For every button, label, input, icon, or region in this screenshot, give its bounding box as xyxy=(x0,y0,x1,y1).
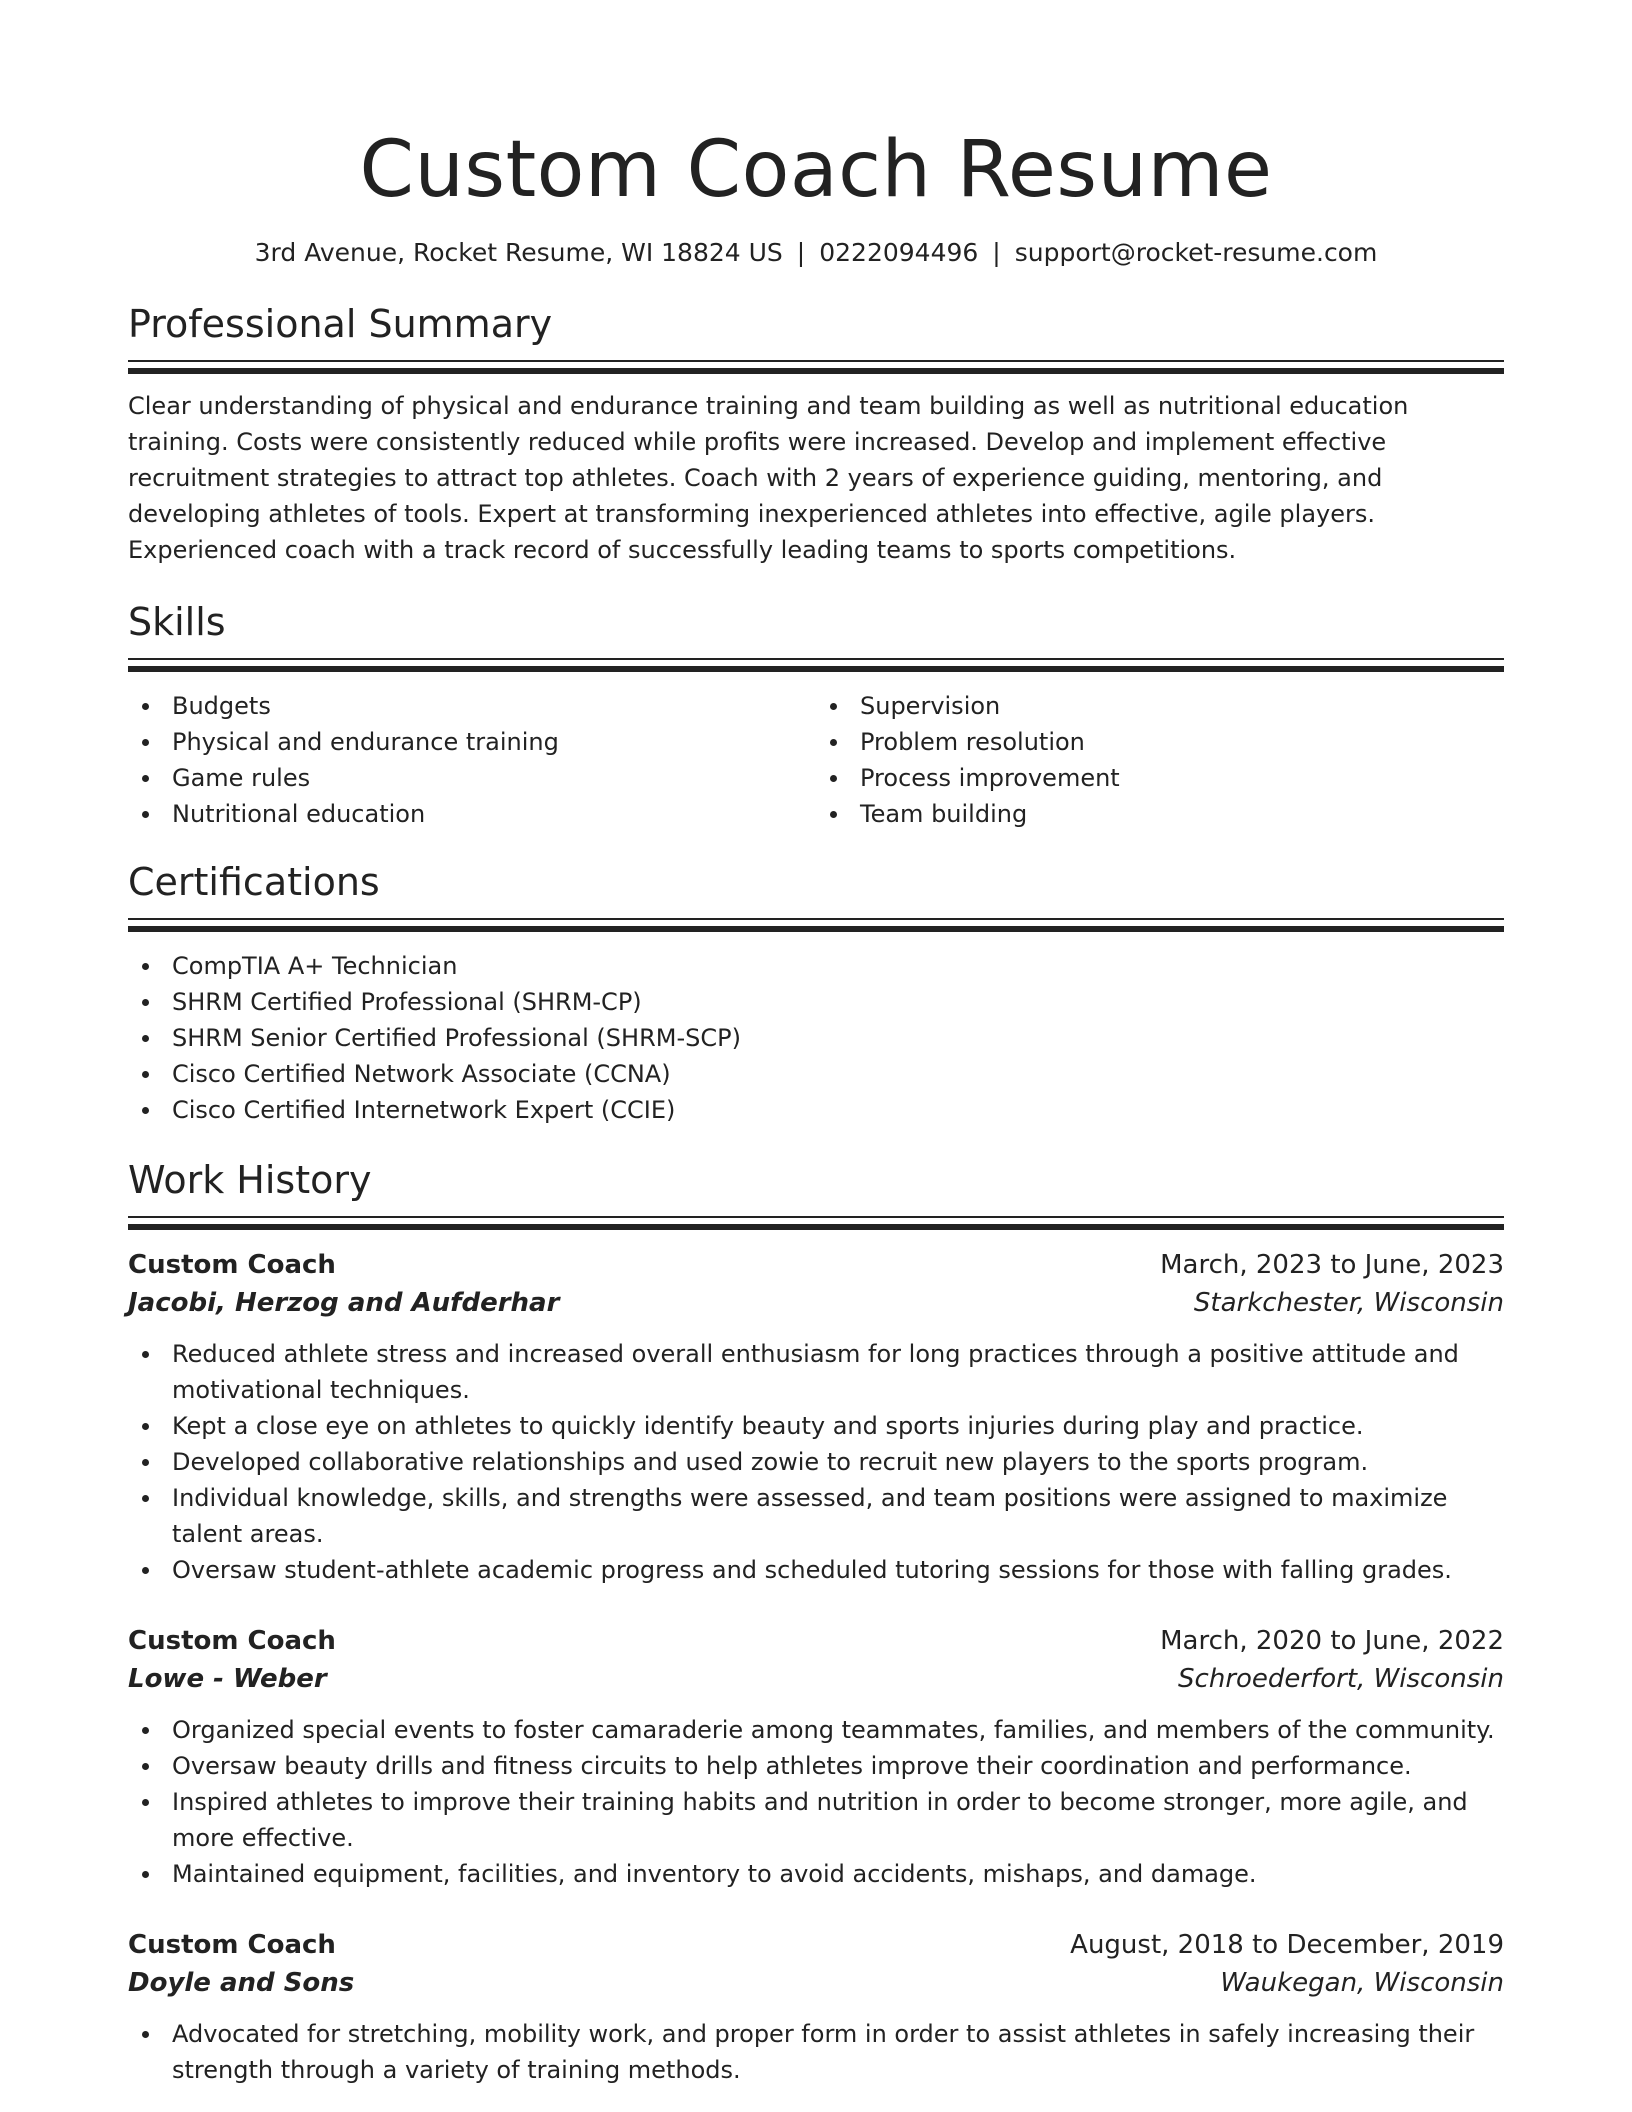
section-rule-thick xyxy=(128,368,1504,374)
job-company-row xyxy=(128,1284,1504,1322)
job-bullet: Developed collaborative relationships and used zowie to recruit new players to the sports program. xyxy=(128,1444,1504,1480)
certification-item: Cisco Certified Internetwork Expert (CCIE) xyxy=(128,1092,1504,1128)
resume-name: Custom Coach Resume xyxy=(359,125,1273,215)
skills-section xyxy=(128,598,1504,832)
certification-item: Cisco Certified Network Associate (CCNA) xyxy=(128,1056,1504,1092)
job-title: Custom Coach xyxy=(128,1930,336,1960)
certifications-list xyxy=(128,948,1504,1128)
job-title: Custom Coach xyxy=(128,1250,336,1280)
section-rule-thick xyxy=(128,1224,1504,1230)
job-bullet: Organized special events to foster camaraderie among teammates, families, and members of the community. xyxy=(128,1712,1504,1748)
job-title: Custom Coach xyxy=(128,1626,336,1656)
job-bullet: Reduced athlete stress and increased overall enthusiasm for long practices through a positive attitude and motivational techniques. xyxy=(128,1336,1504,1408)
job-header-row xyxy=(128,1926,1504,1964)
job-company-row xyxy=(128,1964,1504,2002)
job-bullet: Oversaw beauty drills and fitness circuits to help athletes improve their coordination and performance. xyxy=(128,1748,1504,1784)
section-rule xyxy=(128,1216,1504,1218)
job-bullet: Kept a close eye on athletes to quickly identify beauty and sports injuries during play and practice. xyxy=(128,1408,1504,1444)
contact-separator: | xyxy=(992,238,1001,267)
job-bullets xyxy=(128,2016,1504,2088)
section-rule xyxy=(128,918,1504,920)
work-history-section xyxy=(128,1156,1504,2088)
job-dates: August, 2018 to December, 2019 xyxy=(1070,1930,1504,1960)
job-bullets xyxy=(128,1336,1504,1588)
job-bullet: Oversaw student-athlete academic progress and scheduled tutoring sessions for those with falling grades. xyxy=(128,1552,1504,1588)
certification-item: SHRM Certified Professional (SHRM-CP) xyxy=(128,984,1504,1020)
section-rule-thick xyxy=(128,926,1504,932)
skill-item: Supervision xyxy=(816,688,1504,724)
skill-item: Nutritional education xyxy=(128,796,816,832)
job-location: Schroederfort, Wisconsin xyxy=(1178,1664,1504,1694)
contact-line xyxy=(128,236,1504,270)
job-dates: March, 2020 to June, 2022 xyxy=(1160,1626,1504,1656)
skill-item: Game rules xyxy=(128,760,816,796)
job-company-row xyxy=(128,1660,1504,1698)
job-entry xyxy=(128,1926,1504,2088)
section-rule-thick xyxy=(128,666,1504,672)
job-bullet: Advocated for stretching, mobility work, and proper form in order to assist athletes in safely increasing their strength through a variety of training methods. xyxy=(128,2016,1504,2088)
section-title-certifications: Certifications xyxy=(128,860,380,904)
job-bullet: Inspired athletes to improve their training habits and nutrition in order to become stronger, more agile, and more effective. xyxy=(128,1784,1504,1856)
skills-list-left xyxy=(128,688,816,832)
job-entry xyxy=(128,1622,1504,1892)
skill-item: Problem resolution xyxy=(816,724,1504,760)
job-company: Lowe - Weber xyxy=(128,1664,327,1694)
certification-item: CompTIA A+ Technician xyxy=(128,948,1504,984)
job-header-row xyxy=(128,1246,1504,1284)
section-title-work-history: Work History xyxy=(128,1158,372,1202)
job-location: Waukegan, Wisconsin xyxy=(1220,1968,1504,1998)
job-company: Doyle and Sons xyxy=(128,1968,355,1998)
summary-section xyxy=(128,300,1504,568)
summary-text: Clear understanding of physical and endurance training and team building as well as nutritional education training. Costs were consistently reduced while profits were increased. Develop and implement effective recruitment strategies to attract top athletes. Coach with 2 years of experience guiding, mentoring, and developing athletes of tools. Expert at transforming inexperienced athletes into effective, agile players. Experienced coach with a track record of successfully leading teams to sports competitions. xyxy=(128,392,1409,564)
skill-item: Physical and endurance training xyxy=(128,724,816,760)
section-title-summary: Professional Summary xyxy=(128,302,553,346)
job-location: Starkchester, Wisconsin xyxy=(1193,1288,1504,1318)
skill-item: Process improvement xyxy=(816,760,1504,796)
section-rule xyxy=(128,658,1504,660)
job-company: Jacobi, Herzog and Aufderhar xyxy=(128,1288,560,1318)
job-bullet: Maintained equipment, facilities, and inventory to avoid accidents, mishaps, and damage. xyxy=(128,1856,1504,1892)
section-title-skills: Skills xyxy=(128,600,226,644)
contact-phone: 0222094496 xyxy=(819,238,979,267)
skill-item: Budgets xyxy=(128,688,816,724)
contact-separator: | xyxy=(796,238,806,267)
certifications-section xyxy=(128,858,1504,1128)
job-bullet: Individual knowledge, skills, and strengths were assessed, and team positions were assigned to maximize talent areas. xyxy=(128,1480,1504,1552)
contact-email: support@rocket-resume.com xyxy=(1014,238,1378,267)
section-rule xyxy=(128,360,1504,362)
job-header-row xyxy=(128,1622,1504,1660)
skills-columns xyxy=(128,688,1504,832)
job-bullets xyxy=(128,1712,1504,1892)
job-entry xyxy=(128,1246,1504,1588)
certification-item: SHRM Senior Certified Professional (SHRM-SCP) xyxy=(128,1020,1504,1056)
skill-item: Team building xyxy=(816,796,1504,832)
job-dates: March, 2023 to June, 2023 xyxy=(1160,1250,1504,1280)
skills-list-right xyxy=(816,688,1504,832)
contact-address: 3rd Avenue, Rocket Resume, WI 18824 US xyxy=(254,238,783,267)
